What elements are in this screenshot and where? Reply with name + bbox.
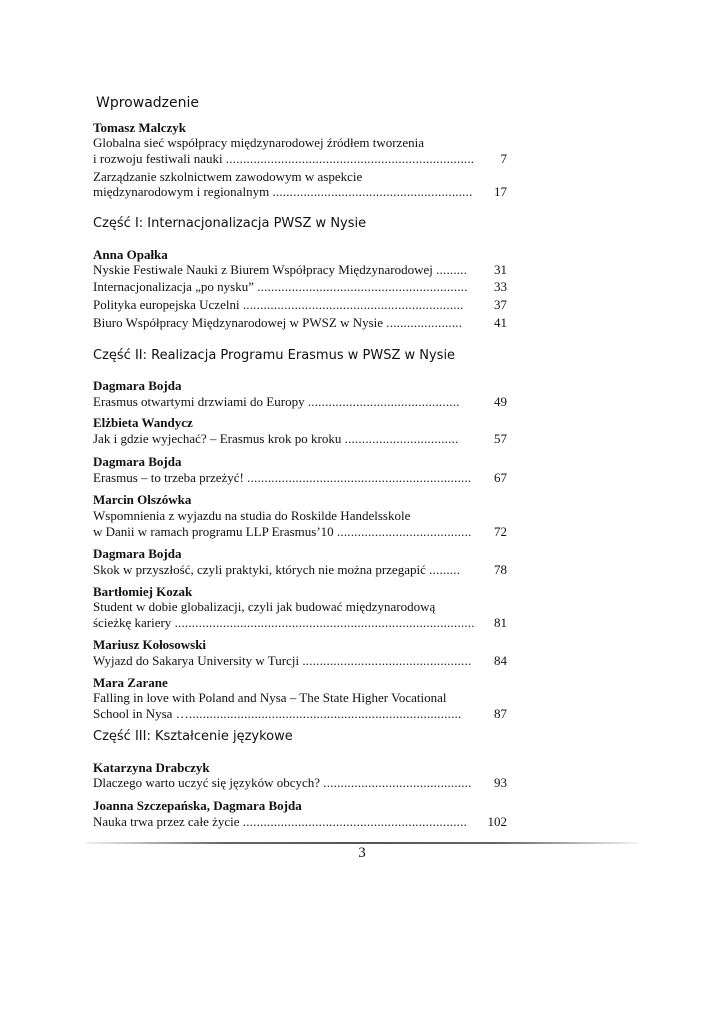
page-ref: 84 [494, 653, 507, 668]
page-ref: 67 [494, 470, 507, 485]
page-ref: 49 [494, 394, 507, 409]
article-title-cont: międzynarodowym i regionalnym [93, 184, 270, 199]
article-title: Dlaczego warto uczyć się języków obcych? [93, 775, 321, 790]
toc-entry [93, 315, 462, 331]
page-ref: 17 [494, 184, 507, 199]
article-title-cont: w Danii w ramach programu LLP Erasmus’10 [93, 524, 334, 539]
page-ref: 87 [494, 706, 507, 721]
author-name: Dagmara Bojda [93, 378, 182, 393]
leader-dots: ................................. [344, 431, 459, 446]
section-heading-intro: Wprowadzenie [96, 95, 199, 111]
author-name: Mara Zarane [93, 675, 168, 690]
article-title: Student w dobie globalizacji, czyli jak budować międzynarodową [93, 599, 436, 614]
author-name: Tomasz Malczyk [93, 120, 187, 135]
leader-dots: ........................................... [323, 775, 472, 790]
author-name: Mariusz Kołosowski [93, 637, 207, 652]
author-name: Marcin Olszówka [93, 492, 192, 507]
article-title: Nauka trwa przez całe życie [93, 814, 240, 829]
leader-dots: ................................................. [302, 653, 472, 668]
toc-entry [93, 706, 461, 722]
page-ref: 81 [494, 615, 507, 630]
page-ref: 93 [494, 775, 507, 790]
leader-dots: ....................................... [336, 524, 472, 539]
leader-dots: ........................................................................ [225, 151, 475, 166]
section-heading-part1: Część I: Internacjonalizacja PWSZ w Nysie [93, 216, 367, 231]
leader-dots: ................................................................. [247, 470, 472, 485]
author-name: Dagmara Bojda [93, 454, 182, 469]
leader-dots: ......... [429, 562, 461, 577]
article-title: Jak i gdzie wyjechać? – Erasmus krok po kroku [93, 431, 342, 446]
article-title: Erasmus – to trzeba przeżyć! [93, 470, 244, 485]
page-ref: 72 [494, 524, 507, 539]
page-ref: 31 [494, 262, 507, 277]
toc-entry [93, 814, 467, 830]
article-title: Erasmus otwartymi drzwiami do Europy [93, 394, 305, 409]
article-title: Zarządzanie szkolnictwem zawodowym w aspekcie [93, 169, 363, 184]
article-title-cont: ścieżkę kariery [93, 615, 172, 630]
toc-entry [93, 394, 460, 410]
author-name: Bartłomiej Kozak [93, 584, 193, 599]
page-ref: 7 [500, 151, 507, 166]
article-title: Skok w przyszłość, czyli praktyki, których nie można przegapić [93, 562, 426, 577]
page-ref: 78 [494, 562, 507, 577]
page-ref: 33 [494, 279, 507, 294]
leader-dots: ................................................................ [242, 297, 464, 312]
toc-entry [93, 262, 467, 278]
leader-dots: ............................................ [307, 394, 460, 409]
page-ref: 37 [494, 297, 507, 312]
leader-dots: .......................................................... [272, 184, 473, 199]
author-name: Katarzyna Drabczyk [93, 760, 210, 775]
article-title: Nyskie Festiwale Nauki z Biurem Współpracy Międzynarodowej [93, 262, 433, 277]
leader-dots: ................................................................. [242, 814, 468, 829]
footer-divider [85, 842, 638, 844]
author-name: Dagmara Bojda [93, 546, 182, 561]
leader-dots: ............................................................. [257, 279, 468, 294]
article-title [93, 151, 474, 167]
article-title: Biuro Współpracy Międzynarodowej w PWSZ w Nysie [93, 315, 384, 330]
leader-dots: ....................................................................................... [174, 615, 475, 630]
toc-entry [93, 562, 460, 578]
article-title: Falling in love with Poland and Nysa – The State Higher Vocational [93, 690, 447, 705]
toc-entry [93, 470, 471, 486]
article-title: Internacjonalizacja „po nysku” [93, 279, 254, 294]
article-title: Polityka europejska Uczelni [93, 297, 240, 312]
section-heading-part2: Część II: Realizacja Programu Erasmus w PWSZ w Nysie [93, 348, 456, 363]
toc-entry [93, 615, 475, 631]
page-ref: 57 [494, 431, 507, 446]
leader-dots: ...................... [386, 315, 463, 330]
toc-entry [93, 524, 472, 540]
author-name: Joanna Szczepańska, Dagmara Bojda [93, 798, 302, 813]
article-title: Globalna sieć współpracy międzynarodowej źródłem tworzenia [93, 135, 425, 150]
toc-entry [93, 431, 458, 447]
author-name: Anna Opałka [93, 247, 168, 262]
toc-entry [93, 775, 472, 791]
page-number: 3 [358, 845, 366, 861]
page-ref: 41 [494, 315, 507, 330]
page-ref: 102 [487, 814, 507, 829]
leader-dots: …............................................................................... [175, 706, 462, 721]
toc-entry [93, 297, 464, 313]
author-name: Elżbieta Wandycz [93, 415, 193, 430]
article-title: Wspomnienia z wyjazdu na studia do Roskilde Handelsskole [93, 508, 411, 523]
toc-entry [93, 279, 468, 295]
article-title-cont: School in Nysa [93, 706, 173, 721]
article-title: Wyjazd do Sakarya University w Turcji [93, 653, 300, 668]
section-heading-part3: Część III: Kształcenie językowe [93, 729, 293, 744]
article-title [93, 184, 473, 200]
toc-entry [93, 653, 471, 669]
article-title-cont: i rozwoju festiwali nauki [93, 151, 223, 166]
leader-dots: ......... [436, 262, 468, 277]
